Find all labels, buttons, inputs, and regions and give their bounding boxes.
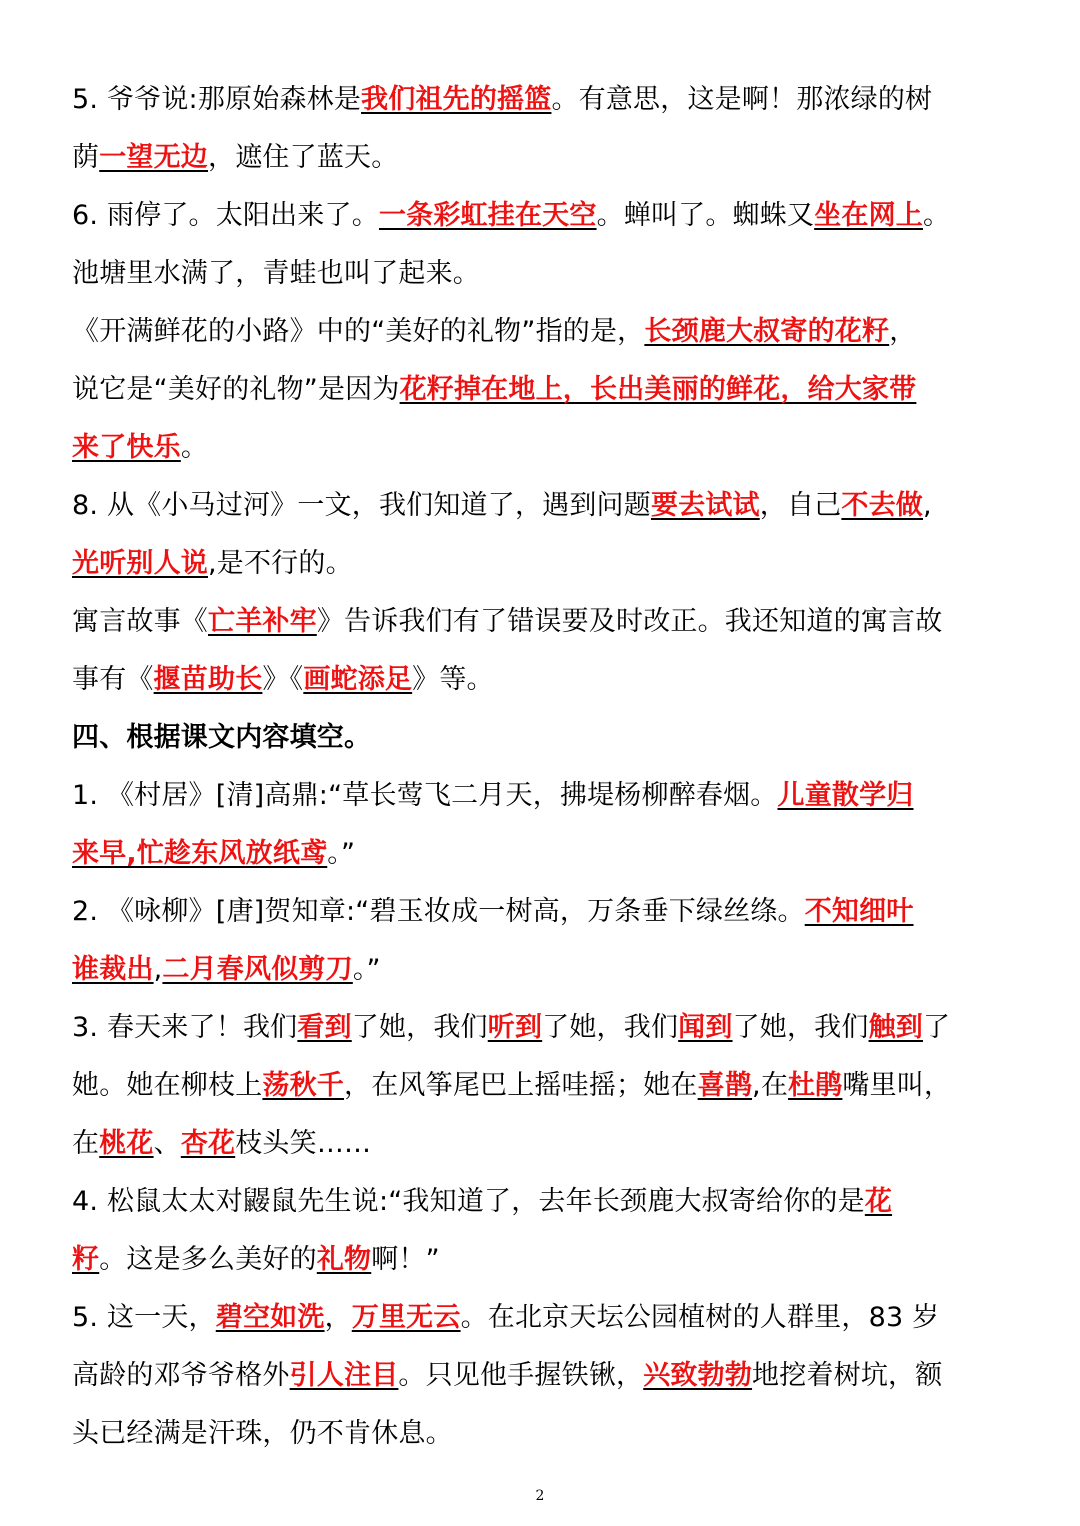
text-line bbox=[72, 248, 1012, 306]
text-line bbox=[72, 828, 1012, 886]
body-text: 。有意思，这是啊！那浓绿的树 bbox=[551, 84, 933, 115]
body-text: ，遮住了蓝天。 bbox=[208, 142, 399, 173]
answer-text: 不知细叶 bbox=[804, 896, 914, 927]
body-text: 》等。 bbox=[412, 664, 494, 695]
body-text: 》《 bbox=[262, 664, 304, 695]
text-line bbox=[72, 1060, 1012, 1118]
text-line bbox=[72, 770, 1012, 828]
answer-text: 礼物 bbox=[316, 1244, 372, 1275]
answer-text: 杏花 bbox=[180, 1128, 236, 1159]
text-line bbox=[72, 538, 1012, 596]
text-line bbox=[72, 1176, 1012, 1234]
page-number: 2 bbox=[535, 1488, 545, 1504]
body-text: ，在风筝尾巴上摇哇摇；她在 bbox=[344, 1070, 698, 1101]
text-line bbox=[72, 1002, 1012, 1060]
document-body bbox=[72, 74, 1012, 1466]
text-line bbox=[72, 1292, 1012, 1350]
text-line bbox=[72, 1350, 1012, 1408]
body-text: , bbox=[922, 490, 932, 521]
body-text: 了她，我们 bbox=[732, 1012, 869, 1043]
body-text: ，自己 bbox=[759, 490, 842, 521]
answer-text: 谁裁出 bbox=[72, 954, 154, 985]
body-text: 枝头笑…… bbox=[235, 1128, 372, 1159]
body-text: 她。她在柳枝上 bbox=[72, 1070, 263, 1101]
answer-text: 来早,忙趁东风放纸鸢 bbox=[72, 838, 328, 869]
text-line bbox=[72, 480, 1012, 538]
answer-text: 揠苗助长 bbox=[153, 664, 263, 695]
answer-text: 万里无云 bbox=[351, 1302, 461, 1333]
text-line bbox=[72, 422, 1012, 480]
text-line bbox=[72, 1118, 1012, 1176]
text-line bbox=[72, 944, 1012, 1002]
answer-text: 我们祖先的摇篮 bbox=[361, 84, 552, 115]
body-text: 5. 爷爷说:那原始森林是 bbox=[72, 84, 362, 115]
body-text: 地挖着树坑，额 bbox=[752, 1360, 943, 1391]
body-text: 四、根据课文内容填空。 bbox=[72, 722, 372, 753]
body-text: ， bbox=[889, 316, 917, 347]
answer-text: 来了快乐 bbox=[72, 432, 181, 463]
answer-text: 一条彩虹挂在天空 bbox=[378, 200, 597, 231]
answer-text: 看到 bbox=[297, 1012, 352, 1043]
body-text: 。蝉叫了。蜘蛛又 bbox=[596, 200, 815, 231]
text-line bbox=[72, 364, 1012, 422]
text-line bbox=[72, 596, 1012, 654]
body-text: ， bbox=[324, 1302, 352, 1333]
body-text: 8. 从《小马过河》一文，我们知道了，遇到问题 bbox=[72, 490, 651, 521]
answer-text: 二月春风似剪刀 bbox=[162, 954, 353, 985]
answer-text: 要去试试 bbox=[650, 490, 760, 521]
answer-text: 不去做 bbox=[841, 490, 923, 521]
body-text: 2. 《咏柳》[唐]贺知章:“碧玉妆成一树高，万条垂下绿丝绦。 bbox=[72, 896, 805, 927]
text-line bbox=[72, 74, 1012, 132]
body-text: 。” bbox=[352, 954, 381, 985]
body-text: ,在 bbox=[752, 1070, 789, 1101]
answer-text: 闻到 bbox=[678, 1012, 733, 1043]
text-line bbox=[72, 1234, 1012, 1292]
body-text: , bbox=[153, 954, 163, 985]
body-text: 》告诉我们有了错误要及时改正。我还知道的寓言故 bbox=[316, 606, 943, 637]
body-text: 5. 这一天， bbox=[72, 1302, 216, 1333]
body-text: 6. 雨停了。太阳出来了。 bbox=[72, 200, 379, 231]
body-text: 池塘里水满了，青蛙也叫了起来。 bbox=[72, 258, 480, 289]
answer-text: 坐在网上 bbox=[814, 200, 923, 231]
text-line bbox=[72, 654, 1012, 712]
body-text: 说它是“美好的礼物”是因为 bbox=[72, 374, 400, 405]
body-text: 了她，我们 bbox=[542, 1012, 679, 1043]
answer-text: 喜鹊 bbox=[697, 1070, 753, 1101]
body-text: 荫 bbox=[72, 142, 100, 173]
answer-text: 引人注目 bbox=[289, 1360, 399, 1391]
body-text: 。 bbox=[180, 432, 209, 463]
answer-text: 花籽掉在地上，长出美丽的鲜花，给大家带 bbox=[399, 374, 917, 405]
answer-text: 听到 bbox=[487, 1012, 543, 1043]
answer-text: 亡羊补牢 bbox=[208, 606, 317, 637]
section-heading bbox=[72, 712, 1012, 770]
body-text: 。只见他手握铁锹， bbox=[398, 1360, 644, 1391]
answer-text: 花 bbox=[864, 1186, 893, 1217]
text-line bbox=[72, 306, 1012, 364]
text-line bbox=[72, 886, 1012, 944]
body-text: 事有《 bbox=[72, 664, 154, 695]
body-text: 。” bbox=[327, 838, 356, 869]
answer-text: 荡秋千 bbox=[262, 1070, 345, 1101]
body-text: 高龄的邓爷爷格外 bbox=[72, 1360, 290, 1391]
answer-text: 触到 bbox=[868, 1012, 923, 1043]
body-text: 了她，我们 bbox=[351, 1012, 488, 1043]
answer-text: 长颈鹿大叔寄的花籽 bbox=[644, 316, 890, 347]
body-text: 嘴里叫， bbox=[842, 1070, 952, 1101]
text-line bbox=[72, 190, 1012, 248]
text-line bbox=[72, 1408, 1012, 1466]
body-text: 寓言故事《 bbox=[72, 606, 208, 637]
body-text: 、 bbox=[153, 1128, 181, 1159]
body-text: 头已经满是汗珠，仍不肯休息。 bbox=[72, 1418, 453, 1449]
answer-text: 画蛇添足 bbox=[303, 664, 413, 695]
body-text: 。在北京天坛公园植树的人群里，83 岁 bbox=[460, 1302, 940, 1333]
body-text: 。这是多么美好的 bbox=[99, 1244, 317, 1275]
body-text: 1. 《村居》[清]高鼎:“草长莺飞二月天，拂堤杨柳醉春烟。 bbox=[72, 780, 778, 811]
answer-text: 光听别人说 bbox=[72, 548, 208, 579]
answer-text: 兴致勃勃 bbox=[643, 1360, 753, 1391]
body-text: 。 bbox=[922, 200, 951, 231]
answer-text: 一望无边 bbox=[99, 142, 209, 173]
body-text: 3. 春天来了！我们 bbox=[72, 1012, 298, 1043]
body-text: ,是不行的。 bbox=[208, 548, 353, 579]
body-text: 《开满鲜花的小路》中的“美好的礼物”指的是， bbox=[72, 316, 645, 347]
text-line bbox=[72, 132, 1012, 190]
body-text: 4. 松鼠太太对鼹鼠先生说:“我知道了，去年长颈鹿大叔寄给你的是 bbox=[72, 1186, 865, 1217]
answer-text: 籽 bbox=[72, 1244, 100, 1275]
answer-text: 杜鹃 bbox=[788, 1070, 843, 1101]
answer-text: 碧空如洗 bbox=[215, 1302, 325, 1333]
body-text: 在 bbox=[72, 1128, 100, 1159]
body-text: 啊！” bbox=[371, 1244, 440, 1275]
answer-text: 儿童散学归 bbox=[777, 780, 914, 811]
answer-text: 桃花 bbox=[99, 1128, 154, 1159]
body-text: 了 bbox=[922, 1012, 951, 1043]
